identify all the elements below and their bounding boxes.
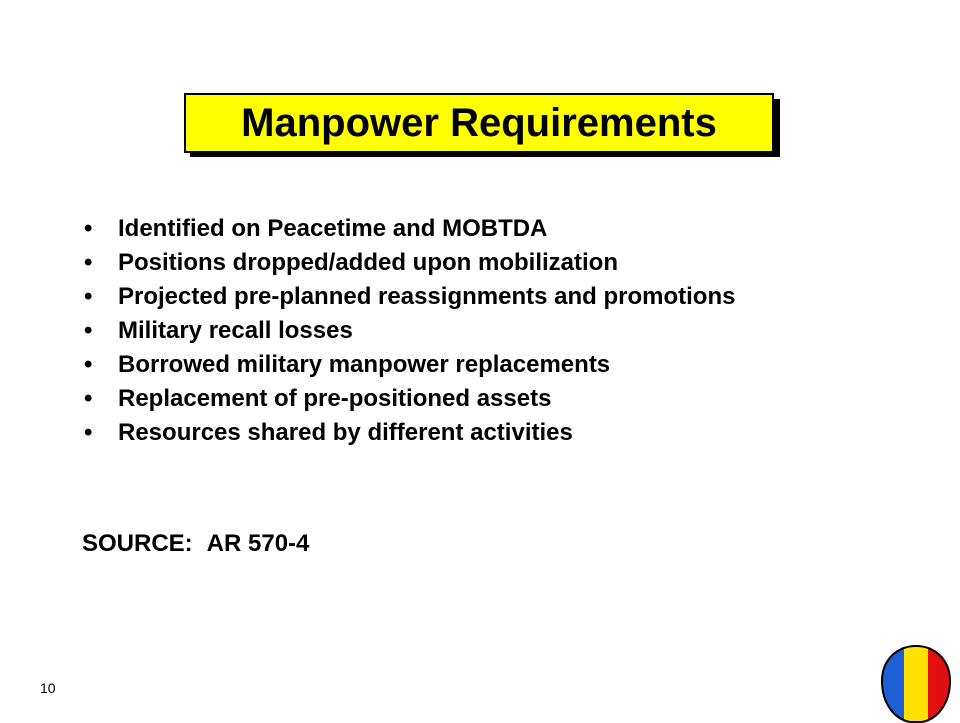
title-banner — [184, 93, 778, 155]
emblem-band-yellow — [904, 645, 928, 723]
source-line — [82, 527, 309, 561]
bullet-list — [82, 212, 842, 450]
bullet-text: Identified on Peacetime and MOBTDA — [118, 215, 548, 242]
bullet-text: Replacement of pre-positioned assets — [118, 385, 552, 412]
title-box — [184, 93, 774, 153]
bullet-item — [82, 246, 842, 280]
bullet-dot: • — [84, 385, 93, 412]
page-number: 10 — [40, 680, 56, 696]
source-label: SOURCE: — [82, 530, 193, 557]
bullet-dot: • — [84, 419, 93, 446]
bullet-dot: • — [84, 249, 93, 276]
bullet-item — [82, 280, 842, 314]
bullet-item — [82, 348, 842, 382]
bullet-dot: • — [84, 283, 93, 310]
bullet-item — [82, 212, 842, 246]
bullet-dot: • — [84, 215, 93, 242]
source-value: AR 570-4 — [206, 530, 310, 557]
bullet-text: Positions dropped/added upon mobilization — [118, 249, 618, 276]
tricolor-shield-icon — [880, 645, 952, 723]
bullet-text: Borrowed military manpower replacements — [118, 351, 611, 378]
bullet-text: Military recall losses — [118, 317, 353, 344]
bullet-dot: • — [84, 317, 93, 344]
bullet-item — [82, 416, 842, 450]
bullet-item — [82, 314, 842, 348]
bullet-dot: • — [84, 351, 93, 378]
bullet-text: Projected pre-planned reassignments and promotions — [118, 283, 736, 310]
bullet-item — [82, 382, 842, 416]
bullet-text: Resources shared by different activities — [118, 419, 573, 446]
slide-title: Manpower Requirements — [241, 100, 717, 145]
